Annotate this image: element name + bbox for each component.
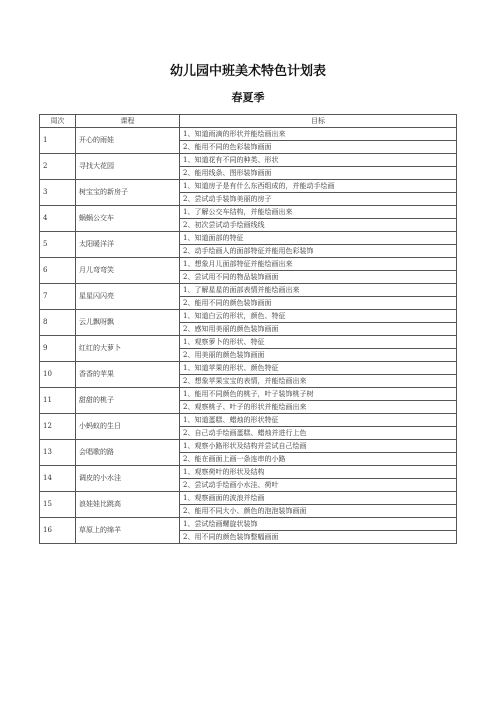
course-cell: 寻找大花园 bbox=[76, 154, 180, 180]
course-cell: 太阳暖洋洋 bbox=[76, 232, 180, 258]
goal-cell: 1、知道房子是有什么东西组成的，并能动手绘画 bbox=[180, 180, 457, 193]
goal-cell: 2、初次尝试动手绘画线线 bbox=[180, 219, 457, 232]
table-row bbox=[40, 336, 457, 349]
table-row bbox=[40, 362, 457, 375]
week-cell: 3 bbox=[40, 180, 76, 206]
course-cell: 开心的雨娃 bbox=[76, 128, 180, 154]
table-row bbox=[40, 388, 457, 401]
goal-cell: 2、尝试用不同的物品装饰画面 bbox=[180, 271, 457, 284]
week-cell: 14 bbox=[40, 466, 76, 492]
week-cell: 13 bbox=[40, 440, 76, 466]
goal-cell: 2、动手绘画人的面部特征并能用色彩装饰 bbox=[180, 245, 457, 258]
goal-cell: 2、能用线条、图形装饰画面 bbox=[180, 167, 457, 180]
table-row bbox=[40, 232, 457, 245]
course-cell: 小蚂蚁的生日 bbox=[76, 414, 180, 440]
week-cell: 11 bbox=[40, 388, 76, 414]
course-cell: 树宝宝的新房子 bbox=[76, 180, 180, 206]
goal-cell: 1、观察小路形状及结构并尝试自己绘画 bbox=[180, 440, 457, 453]
goal-cell: 1、尝试绘画螺旋状装饰 bbox=[180, 518, 457, 531]
course-cell: 红红的大萝卜 bbox=[76, 336, 180, 362]
week-cell: 8 bbox=[40, 310, 76, 336]
header-week: 周次 bbox=[40, 115, 76, 128]
week-cell: 1 bbox=[40, 128, 76, 154]
goal-cell: 1、想象月儿面部特征并能绘画出来 bbox=[180, 258, 457, 271]
goal-cell: 2、自己动手绘画蛋糕、蜡烛并进行上色 bbox=[180, 427, 457, 440]
course-cell: 星星闪闪亮 bbox=[76, 284, 180, 310]
table-row bbox=[40, 128, 457, 141]
table-row bbox=[40, 180, 457, 193]
course-cell: 香香的苹果 bbox=[76, 362, 180, 388]
week-cell: 12 bbox=[40, 414, 76, 440]
goal-cell: 2、感知用美丽的颜色装饰画面 bbox=[180, 323, 457, 336]
course-cell: 草原上的绵羊 bbox=[76, 518, 180, 544]
goal-cell: 1、知道蛋糕、蜡烛的形状特征 bbox=[180, 414, 457, 427]
goal-cell: 2、用美丽的颜色装饰画面 bbox=[180, 349, 457, 362]
table-row bbox=[40, 154, 457, 167]
course-cell: 调皮的小水洼 bbox=[76, 466, 180, 492]
week-cell: 16 bbox=[40, 518, 76, 544]
goal-cell: 1、知道面部的特征 bbox=[180, 232, 457, 245]
week-cell: 7 bbox=[40, 284, 76, 310]
goal-cell: 2、想象苹果宝宝的表情，并能绘画出来 bbox=[180, 375, 457, 388]
week-cell: 6 bbox=[40, 258, 76, 284]
goal-cell: 1、了解星星的面部表情并能绘画出来 bbox=[180, 284, 457, 297]
goal-cell: 2、尝试动手绘画小水洼、荷叶 bbox=[180, 479, 457, 492]
goal-cell: 2、尝试动手装饰美丽的房子 bbox=[180, 193, 457, 206]
table-row bbox=[40, 440, 457, 453]
table-row bbox=[40, 492, 457, 505]
table-row bbox=[40, 284, 457, 297]
goal-cell: 2、观察桃子、叶子的形状并能绘画出来 bbox=[180, 401, 457, 414]
course-cell: 月儿弯弯笑 bbox=[76, 258, 180, 284]
week-cell: 2 bbox=[40, 154, 76, 180]
goal-cell: 2、能在画面上画一条连串的小路 bbox=[180, 453, 457, 466]
goal-cell: 1、观察画面的波浪并绘画 bbox=[180, 492, 457, 505]
goal-cell: 1、知道雨滴的形状并能绘画出来 bbox=[180, 128, 457, 141]
table-row bbox=[40, 310, 457, 323]
table-row bbox=[40, 258, 457, 271]
goal-cell: 2、能用不同大小、颜色的泡泡装饰画面 bbox=[180, 505, 457, 518]
course-cell: 会唱歌的路 bbox=[76, 440, 180, 466]
course-cell: 甜甜的桃子 bbox=[76, 388, 180, 414]
course-cell: 浪娃娃比跳高 bbox=[76, 492, 180, 518]
goal-cell: 1、能用不同颜色的桃子，叶子装饰桃子树 bbox=[180, 388, 457, 401]
goal-cell: 1、知道花有不同的种类、形状 bbox=[180, 154, 457, 167]
week-cell: 9 bbox=[40, 336, 76, 362]
header-goal: 目标 bbox=[180, 115, 457, 128]
plan-table-body bbox=[40, 128, 457, 544]
goal-cell: 2、能用不同的色彩装饰画面 bbox=[180, 141, 457, 154]
table-row bbox=[40, 518, 457, 531]
table-row bbox=[40, 206, 457, 219]
table-row bbox=[40, 466, 457, 479]
page-subtitle: 春夏季 bbox=[231, 91, 265, 104]
goal-cell: 1、知道白云的形状，颜色、特征 bbox=[180, 310, 457, 323]
goal-cell: 2、用不同的颜色装饰整幅画面 bbox=[180, 531, 457, 544]
week-cell: 5 bbox=[40, 232, 76, 258]
goal-cell: 1、了解公交车结构，并能绘画出来 bbox=[180, 206, 457, 219]
week-cell: 10 bbox=[40, 362, 76, 388]
goal-cell: 1、观察荷叶的形状及结构 bbox=[180, 466, 457, 479]
page-title: 幼儿园中班美术特色计划表 bbox=[169, 64, 326, 79]
course-cell: 蜗蜗公交车 bbox=[76, 206, 180, 232]
goal-cell: 1、观察萝卜的形状、特征 bbox=[180, 336, 457, 349]
week-cell: 4 bbox=[40, 206, 76, 232]
table-header-row bbox=[40, 115, 457, 128]
week-cell: 15 bbox=[40, 492, 76, 518]
table-row bbox=[40, 414, 457, 427]
goal-cell: 1、知道苹果的形状、颜色特征 bbox=[180, 362, 457, 375]
header-course: 课程 bbox=[76, 115, 180, 128]
goal-cell: 2、能用不同的颜色装饰画面 bbox=[180, 297, 457, 310]
course-cell: 云儿飘呀飘 bbox=[76, 310, 180, 336]
plan-table bbox=[39, 114, 457, 544]
